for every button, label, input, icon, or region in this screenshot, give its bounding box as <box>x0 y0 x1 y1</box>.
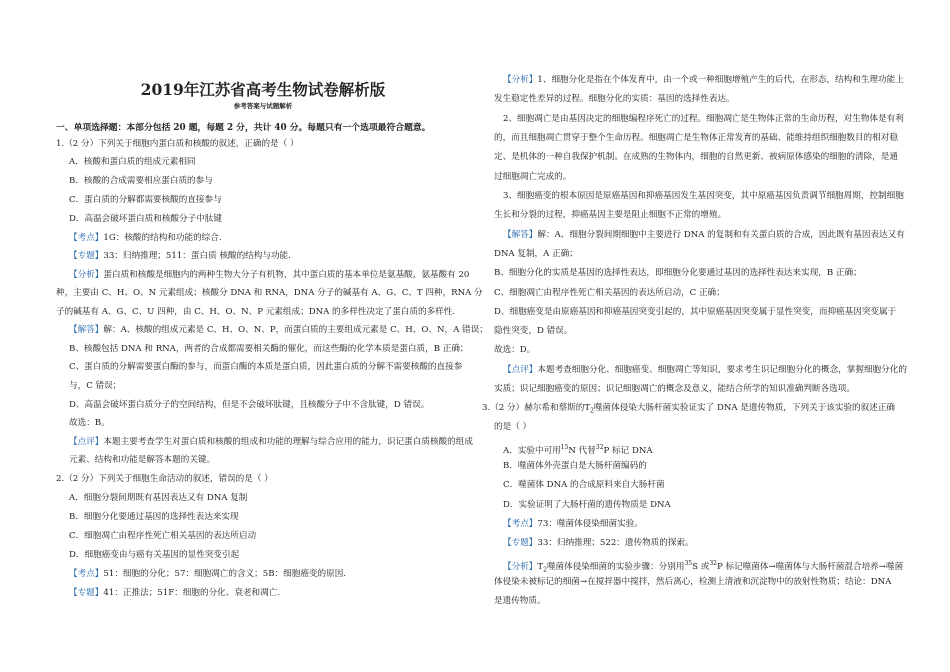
q1-point-text: 1G：核酸的结构和功能的综合. <box>103 233 222 243</box>
q2-answer <box>503 230 905 241</box>
page-title: 2019年江苏省高考生物试卷解析版 <box>140 80 386 99</box>
q2-comment-line-2: 实质；识记细胞癌变的原因；识记细胞凋亡的概念及意义，能结合所学的知识准确判断各选项。 <box>494 384 855 394</box>
q1-answer-line-c: C、蛋白质的分解需要蛋白酶的参与，而蛋白酶的本质是蛋白质，因此蛋白质的分解不需要核酸的直接参 <box>69 362 463 372</box>
q3-topic-text: 33：归纳推理；522：遗传物质的探索。 <box>537 538 694 548</box>
q1-option-a: A．核酸和蛋白质的组成元素相同 <box>69 157 196 167</box>
q1-topic <box>69 251 291 262</box>
q1-answer-text: 解：A、核酸的组成元素是 C、H、O、N、P，而蛋白质的主要组成元素是 C、H、O、N，A 错误； <box>103 325 488 335</box>
q3-point <box>503 519 643 530</box>
answer-tag: 【解答】 <box>503 230 538 240</box>
answer-tag: 【解答】 <box>69 325 104 335</box>
q1-analysis-line-2: 种，主要由 C、H、O、N 元素组成；核酸分 DNA 和 RNA，DNA 分子的碱基有 A、G、C、T 四种，RNA 分 <box>56 288 483 298</box>
question-3-stem: 3.（2 分）赫尔希和蔡斯的$T_2$噬菌体侵染大肠杆菌实验证实了 DNA 是遗传物质，下列关于该实验的叙述正确 <box>482 403 896 415</box>
q2-analysis-line-7: 3、细胞癌变的根本原因是原癌基因和抑癌基因发生基因突变，其中原癌基因负责调节细胞周期，控制细胞 <box>503 191 904 201</box>
topic-tag: 【专题】 <box>69 251 104 261</box>
q2-answer-line-c: C、细胞凋亡由程序性死亡相关基因的表达所启动，C 正确； <box>494 288 725 298</box>
q2-answer-line-a2: DNA 复制，A 正确； <box>494 249 578 259</box>
q3-analysis-line-2: 体侵染未被标记的细菌→在搅拌器中搅拌，然后离心，检测上清液和沉淀物中的放射性物质；结论：DNA <box>494 577 892 587</box>
question-2-stem: 2.（2 分）下列关于细胞生命活动的叙述，错误的是（ ） <box>56 474 273 484</box>
q2-analysis-line-4: 的，而且细胞凋亡贯穿于整个生命历程。细胞凋亡是生物体正常发育的基础、能维持组织细胞数目的相对稳 <box>494 133 898 143</box>
q2-topic-text: 41：正推法；51F：细胞的分化、衰老和凋亡. <box>103 588 281 598</box>
q1-comment <box>69 437 473 448</box>
point-tag: 【考点】 <box>69 569 104 579</box>
q2-answer-text: 解：A、细胞分裂间期细胞中主要进行 DNA 的复制和有关蛋白质的合成，因此既有基因表达又有 <box>537 230 905 240</box>
q2-point-text: 51：细胞的分化；57：细胞凋亡的含义；5B：细胞癌变的原因. <box>103 569 347 579</box>
topic-tag: 【专题】 <box>503 538 538 548</box>
section-heading: 一、单项选择题：本部分包括 20 题，每题 2 分，共计 40 分。每题只有一个选项最符合题意。 <box>56 123 431 133</box>
q1-analysis-line-3: 子的碱基有 A、G、C、U 四种，由 C、H、O、N、P 元素组成；DNA 的多样性决定了蛋白质的多样性. <box>56 307 456 317</box>
q2-answer-line-d: D、细胞癌变是由原癌基因和抑癌基因突变引起的，其中原癌基因突变属于显性突变，而抑癌基因突变属于 <box>494 307 897 317</box>
q1-comment-line-2: 元素、结构和功能是解答本题的关键。 <box>69 455 216 465</box>
q2-analysis <box>503 75 904 86</box>
q2-answer-line-b: B、细胞分化的实质是基因的选择性表达，即细胞分化要通过基因的选择性表达来实现，B 正确； <box>494 268 862 278</box>
q1-analysis-text: 蛋白质和核酸是细胞内的两种生物大分子有机物，其中蛋白质的基本单位是氨基酸，氨基酸有 20 <box>103 270 470 280</box>
point-tag: 【考点】 <box>69 233 104 243</box>
q3-point-text: 73：噬菌体侵染细菌实验。 <box>537 519 643 529</box>
q2-analysis-line-2: 发生稳定性差异的过程。细胞分化的实质：基因的选择性表达。 <box>494 94 735 104</box>
q3-analysis: 【分析】$T_2$噬菌体侵染细菌的实验步骤：分别用$^{35}$S 或$^{32}$P 标记噬菌体→噬菌体与大肠杆菌混合培养→噬菌 <box>503 560 904 574</box>
q2-analysis-line-3: 2、细胞凋亡是由基因决定的细胞编程序死亡的过程。细胞凋亡是生物体正常的生命历程，对生物体是有利 <box>503 114 904 124</box>
q1-point <box>69 233 222 244</box>
q1-option-c: C．蛋白质的分解都需要核酸的直接参与 <box>69 195 222 205</box>
q1-topic-text: 33：归纳推理；511：蛋白质 核酸的结构与功能. <box>103 251 291 261</box>
q1-comment-text: 本题主要考查学生对蛋白质和核酸的组成和功能的理解与综合应用的能力，识记蛋白质核酸的组成 <box>103 437 473 447</box>
analysis-tag: 【分析】 <box>69 270 104 280</box>
q1-choice: 故选：B。 <box>69 418 110 428</box>
q3-option-c: C．噬菌体 DNA 的合成原料来自大肠杆菌 <box>503 480 665 490</box>
q1-answer-line-d: D、高温会破坏蛋白质分子的空间结构，但是不会破坏肽键，且核酸分子中不含肽键，D 错误。 <box>69 400 430 410</box>
q2-analysis-line-6: 过细胞凋亡完成的。 <box>494 172 572 182</box>
q3-analysis-line-3: 是遗传物质。 <box>494 596 546 606</box>
q2-topic <box>69 588 280 599</box>
q1-answer <box>69 325 488 336</box>
question-3-stem-2: 的是（ ） <box>494 422 532 432</box>
q2-analysis-text: 1、细胞分化是指在个体发育中，由一个或一种细胞增殖产生的后代，在形态，结构和生理功能上 <box>537 75 904 85</box>
comment-tag: 【点评】 <box>69 437 104 447</box>
q3-option-d: D．实验证明了大肠杆菌的遗传物质是 DNA <box>503 500 671 510</box>
topic-tag: 【专题】 <box>69 588 104 598</box>
point-tag: 【考点】 <box>503 519 538 529</box>
q1-answer-line-b: B、核酸包括 DNA 和 RNA，两者的合成都需要相关酶的催化，而这些酶的化学本质是蛋白质，B 正确； <box>69 344 469 354</box>
q3-option-a: A．实验中可用$^{15}$N 代替$^{32}$P 标记 DNA <box>503 444 653 456</box>
analysis-tag: 【分析】 <box>503 75 538 85</box>
q2-option-b: B．细胞分化要通过基因的选择性表达来实现 <box>69 512 239 522</box>
q1-option-b: B．核酸的合成需要相应蛋白质的参与 <box>69 176 213 186</box>
question-1-stem: 1.（2 分）下列关于细胞内蛋白质和核酸的叙述，正确的是（ ） <box>56 139 299 149</box>
comment-tag: 【点评】 <box>503 365 538 375</box>
q2-analysis-line-5: 定、是机体的一种自我保护机制。在成熟的生物体内，细胞的自然更新、被病原体感染的细胞的清除，是通 <box>494 152 898 162</box>
q3-option-b: B．噬菌体外壳蛋白是大肠杆菌编码的 <box>503 461 647 471</box>
q2-analysis-line-8: 生长和分裂的过程，抑癌基因主要是阻止细胞不正常的增殖。 <box>494 210 727 220</box>
q2-comment-text: 本题考查细胞分化、细胞癌变、细胞凋亡等知识，要求考生识记细胞分化的概念，掌握细胞分化的 <box>537 365 907 375</box>
page-subtitle: 参考答案与试题解析 <box>233 102 293 110</box>
analysis-tag: 【分析】 <box>503 561 538 572</box>
q2-comment <box>503 365 907 376</box>
q2-option-c: C．细胞凋亡由程序性死亡相关基因的表达所启动 <box>69 531 257 541</box>
q2-option-d: D．细胞癌变由与癌有关基因的显性突变引起 <box>69 550 240 560</box>
q3-topic <box>503 538 694 549</box>
q2-point <box>69 569 346 580</box>
q1-answer-line-c-cont: 与，C 错误； <box>69 381 122 391</box>
q1-analysis <box>69 270 469 281</box>
q2-answer-line-d2: 隐性突变，D 错误。 <box>494 326 573 336</box>
q2-option-a: A．细胞分裂间期既有基因表达又有 DNA 复制 <box>69 493 248 503</box>
q1-option-d: D．高温会破坏蛋白质和核酸分子中肽键 <box>69 214 222 224</box>
q2-choice: 故选：D。 <box>494 345 536 355</box>
